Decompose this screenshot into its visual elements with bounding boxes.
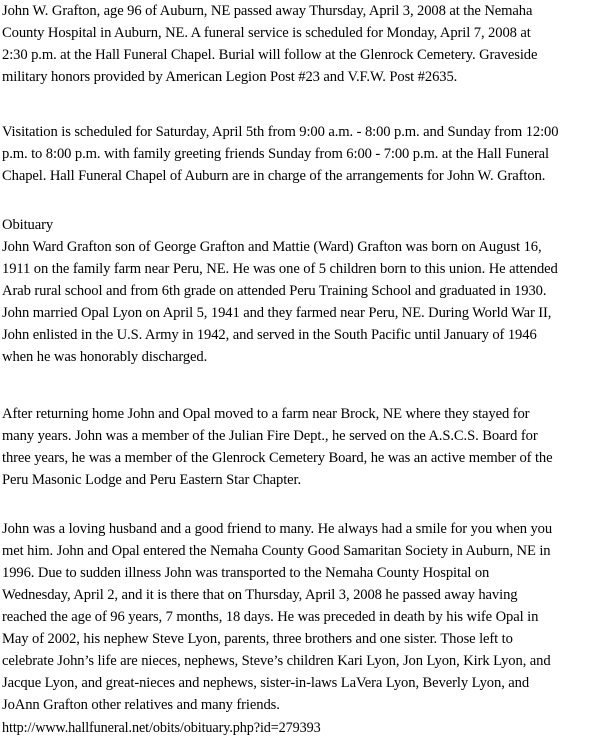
paragraph-5-line: Jacque Lyon, and great-nieces and nephews, sister-in-laws LaVera Lyon, Beverly Lyon, and [2, 675, 530, 691]
paragraph-5-line: met him. John and Opal entered the Nemaha County Good Samaritan Society in Auburn, NE in [2, 543, 551, 559]
paragraph-3-line: John Ward Grafton son of George Grafton and Mattie (Ward) Grafton was born on August 16, [2, 239, 542, 255]
paragraph-5-line: Wednesday, April 2, and it is there that on Thursday, April 3, 2008 he passed away having [2, 587, 518, 603]
paragraph-1-line: County Hospital in Auburn, NE. A funeral service is scheduled for Monday, April 7, 2008 at [2, 25, 531, 41]
paragraph-1-line: military honors provided by American Legion Post #23 and V.F.W. Post #2635. [2, 69, 458, 85]
paragraph-5-line: reached the age of 96 years, 7 months, 18 days. He was preceded in death by his wife Opal in [2, 609, 539, 625]
paragraph-2-line: p.m. to 8:00 p.m. with family greeting friends Sunday from 6:00 - 7:00 p.m. at the Hall Funeral [2, 146, 550, 162]
paragraph-4-line: many years. John was a member of the Julian Fire Dept., he served on the A.S.C.S. Board for [2, 428, 538, 444]
paragraph-4-line: three years, he was a member of the Glenrock Cemetery Board, he was an active member of the [2, 450, 553, 466]
paragraph-3-line: Arab rural school and from 6th grade on attended Peru Training School and graduated in 1930. [2, 283, 547, 299]
paragraph-2-line: Chapel. Hall Funeral Chapel of Auburn are in charge of the arrangements for John W. Grafton. [2, 168, 546, 184]
paragraph-5-line: May of 2002, his nephew Steve Lyon, parents, three brothers and one sister. Those left to [2, 631, 513, 647]
paragraph-1-line: 2:30 p.m. at the Hall Funeral Chapel. Burial will follow at the Glenrock Cemetery. Graveside [2, 47, 538, 63]
obituary-heading: Obituary [2, 217, 54, 233]
paragraph-4-line: After returning home John and Opal moved to a farm near Brock, NE where they stayed for [2, 406, 530, 422]
paragraph-3-line: John married Opal Lyon on April 5, 1941 and they farmed near Peru, NE. During World War II, [2, 305, 552, 321]
paragraph-5-line: celebrate John’s life are nieces, nephews, Steve’s children Kari Lyon, Jon Lyon, Kirk Lyon, and [2, 653, 551, 669]
paragraph-3-line: 1911 on the family farm near Peru, NE. He was one of 5 children born to this union. He attended [2, 261, 558, 277]
source-url: http://www.hallfuneral.net/obits/obituary.php?id=279393 [2, 720, 321, 736]
paragraph-2-line: Visitation is scheduled for Saturday, April 5th from 9:00 a.m. - 8:00 p.m. and Sunday from 12:00 [2, 124, 559, 140]
paragraph-5-line: JoAnn Grafton other relatives and many friends. [2, 697, 280, 713]
paragraph-5-line: John was a loving husband and a good friend to many. He always had a smile for you when you [2, 521, 553, 537]
paragraph-1-line: John W. Grafton, age 96 of Auburn, NE passed away Thursday, April 3, 2008 at the Nemaha [2, 3, 533, 19]
paragraph-3-line: John enlisted in the U.S. Army in 1942, and served in the South Pacific until January of 1946 [2, 327, 537, 343]
paragraph-5-line: 1996. Due to sudden illness John was transported to the Nemaha County Hospital on [2, 565, 490, 581]
paragraph-3-line: when he was honorably discharged. [2, 349, 208, 365]
paragraph-4-line: Peru Masonic Lodge and Peru Eastern Star Chapter. [2, 472, 302, 488]
